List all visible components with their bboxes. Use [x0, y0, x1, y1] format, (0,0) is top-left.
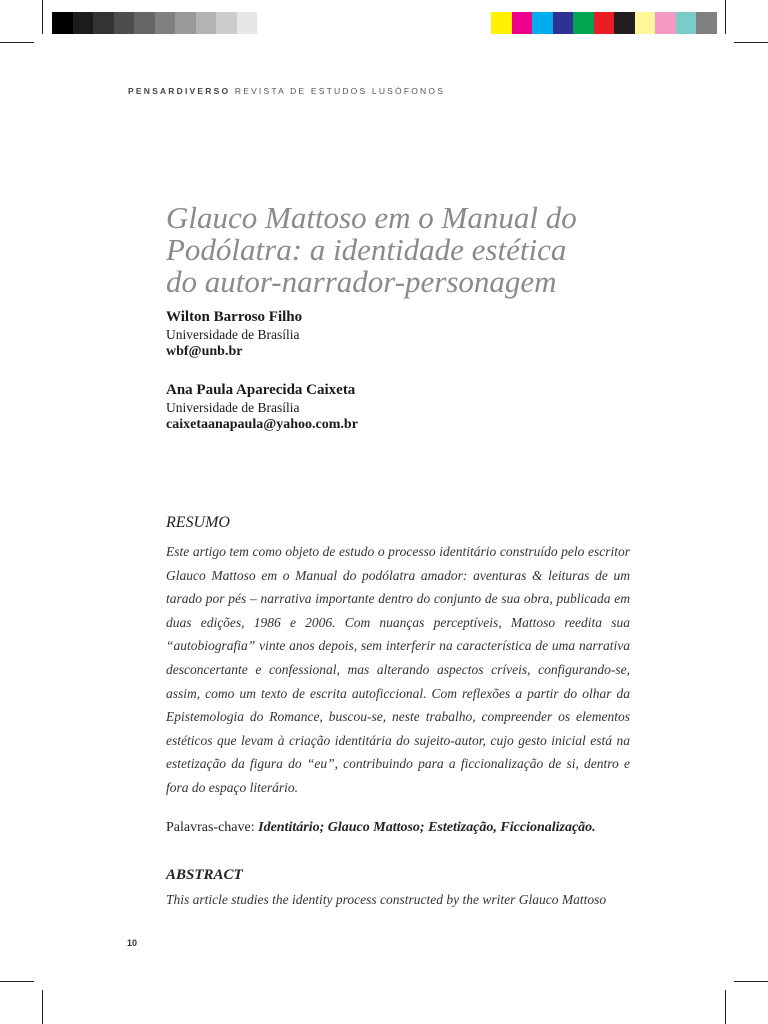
- color-swatch: [257, 12, 278, 34]
- abstract-heading: ABSTRACT: [166, 867, 243, 883]
- article-title: [166, 202, 686, 298]
- author-block: [166, 309, 302, 360]
- color-swatch: [93, 12, 114, 34]
- color-swatch: [594, 12, 615, 34]
- color-swatch: [676, 12, 697, 34]
- author-name: Wilton Barroso Filho: [166, 309, 303, 325]
- crop-mark: [42, 990, 43, 1024]
- color-swatch: [614, 12, 635, 34]
- crop-mark: [42, 0, 43, 34]
- color-swatch: [175, 12, 196, 34]
- journal-brand: PENSARDIVERSO: [128, 86, 231, 96]
- color-swatch: [635, 12, 656, 34]
- color-swatch: [696, 12, 717, 34]
- author-email: wbf@unb.br: [166, 344, 243, 359]
- crop-mark: [0, 981, 34, 982]
- title-line: Podólatra: a identidade estética: [166, 232, 567, 267]
- journal-subtitle: REVISTA DE ESTUDOS LUSÓFONOS: [230, 86, 446, 96]
- crop-mark: [725, 990, 726, 1024]
- page-number: 10: [127, 938, 138, 948]
- author-affiliation: Universidade de Brasília: [166, 327, 300, 342]
- author-block: [166, 382, 358, 433]
- title-line: Glauco Mattoso em o Manual do: [166, 200, 577, 235]
- color-swatch: [573, 12, 594, 34]
- keywords-label: Palavras-chave:: [166, 820, 259, 835]
- color-swatch: [114, 12, 135, 34]
- color-swatch: [532, 12, 553, 34]
- color-swatch: [216, 12, 237, 34]
- author-email: caixetaanapaula@yahoo.com.br: [166, 417, 358, 432]
- color-swatch: [237, 12, 258, 34]
- grayscale-calibration-bar: [52, 12, 278, 34]
- abstract-text: This article studies the identity process constructed by the writer Glauco Mattoso: [166, 892, 607, 907]
- color-swatch: [553, 12, 574, 34]
- resumo-heading: RESUMO: [166, 514, 230, 531]
- crop-mark: [0, 42, 34, 43]
- title-line: do autor-narrador-personagem: [166, 264, 557, 299]
- author-name: Ana Paula Aparecida Caixeta: [166, 382, 356, 398]
- running-header: [128, 86, 445, 96]
- keywords: [166, 820, 596, 836]
- crop-mark: [734, 42, 768, 43]
- color-swatch: [155, 12, 176, 34]
- resumo-text: Este artigo tem como objeto de estudo o processo identitário construído pelo escritor Glauco Mattoso em o Manual do podólatra amador: aventuras & leituras de um tarado por pés – narrativa importante dentro do conjunto de sua obra, publicada em duas edições, 1986 e 2006. Com nuanças perceptíveis, Mattoso reedita sua “autobiografia” vinte anos depois, sem interferir na característica de uma narrativa desconcertante e confessional, mas alterando aspectos críveis, configurando-se, assim, como um texto de escrita autoficcional. Com reflexões a partir do olhar da Epistemologia do Romance, buscou-se, neste trabalho, compreender os elementos estéticos que levam à criação identitária do sujeito-autor, cujo gesto inicial está na estetização da figura do “eu”, contribuindo para a ficcionalização de si, dentro e fora do espaço literário.: [166, 544, 630, 795]
- keywords-value: Identitário; Glauco Mattoso; Estetização, Ficcionalização.: [258, 820, 596, 835]
- color-swatch: [52, 12, 73, 34]
- color-swatch: [73, 12, 94, 34]
- color-swatch: [134, 12, 155, 34]
- color-swatch: [491, 12, 512, 34]
- process-color-calibration-bar: [491, 12, 717, 34]
- crop-mark: [734, 981, 768, 982]
- crop-mark: [725, 0, 726, 34]
- color-swatch: [655, 12, 676, 34]
- color-swatch: [512, 12, 533, 34]
- color-swatch: [196, 12, 217, 34]
- author-affiliation: Universidade de Brasília: [166, 400, 300, 415]
